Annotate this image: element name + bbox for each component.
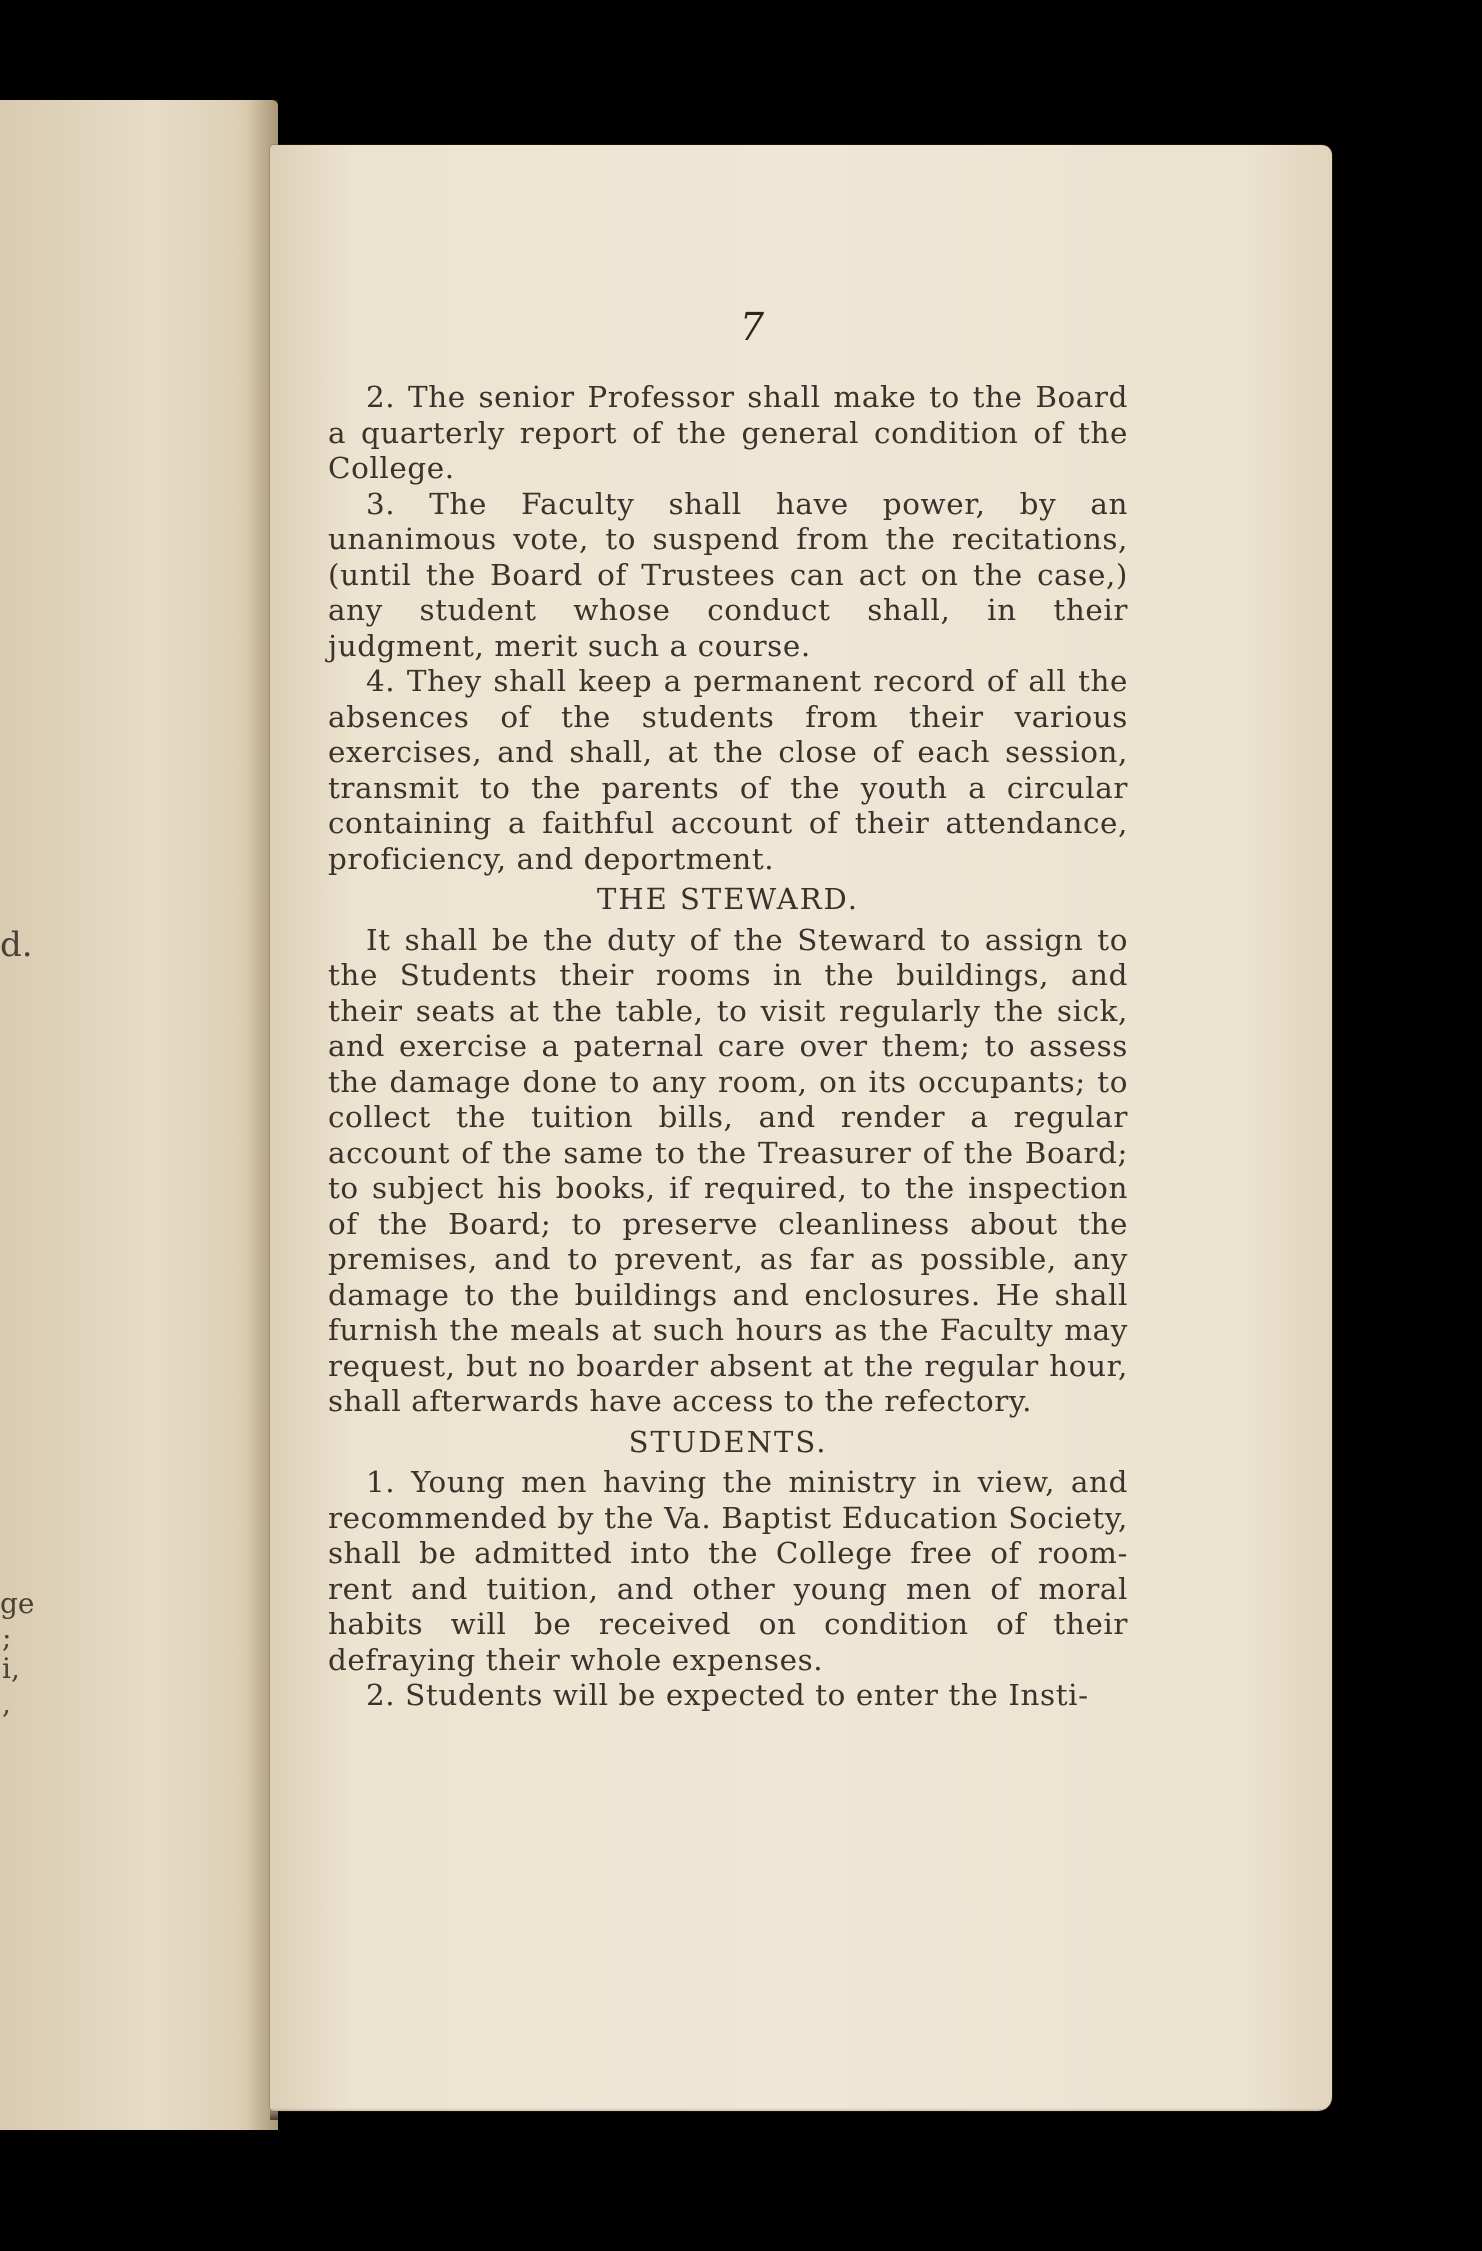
right-page [270,145,1332,2111]
left-page-fragment: ge [0,1587,35,1620]
left-page-fragment: , [2,1687,11,1720]
left-page-fragment: ; [2,1621,12,1654]
page-bottom-shadow [270,2108,1332,2120]
students-paragraph: 2. Students will be expected to enter the Insti- [366,1678,1089,1712]
page-text [328,380,1128,1714]
section-heading-students: STUDENTS. [628,1424,828,1459]
page-number: 7 [739,305,765,349]
steward-paragraph: It shall be the duty of the Steward to assign to the Students their rooms in the buildings, and their seats at the table, to visit regularly the sick, and exercise a paternal care over them; to assess the damage done to any room, on its occupants; to collect the tuition bills, and render a regular account of the same to the Treasurer of the Board; to subject his books, if required, to the inspection of the Board; to preserve cleanliness about the premises, and to prevent, as far as possible, any damage to the buildings and enclosures. He shall furnish the meals at such hours as the Faculty may request, but no boarder absent at the regular hour, shall afterwards have access to the refectory. [328,922,1128,1418]
section-heading-steward: THE STEWARD. [597,882,859,916]
rule-paragraph: 3. The Faculty shall have power, by an unanimous vote, to suspend from the recitations, (until the Board of Trustees can act on the case,) any student whose conduct shall, in their judgment, merit such a course. [328,486,1128,663]
rule-paragraph: 2. The senior Professor shall make to the Board a quarterly report of the general condition of the College. [328,380,1128,485]
students-paragraph: 1. Young men having the ministry in view, and recommended by the Va. Baptist Education Society, shall be admitted into the College free of room-rent and tuition, and other young men of moral habits will be received on condition of their defraying their whole expenses. [328,1465,1128,1677]
rule-paragraph: 4. They shall keep a permanent record of all the absences of the students from their various exercises, and shall, at the close of each session, transmit to the parents of the youth a circular containing a faithful account of their attendance, proficiency, and deportment. [328,664,1128,876]
left-page [0,100,278,2130]
left-page-fragment: i, [2,1652,20,1685]
left-page-fragment: d. [0,925,33,965]
